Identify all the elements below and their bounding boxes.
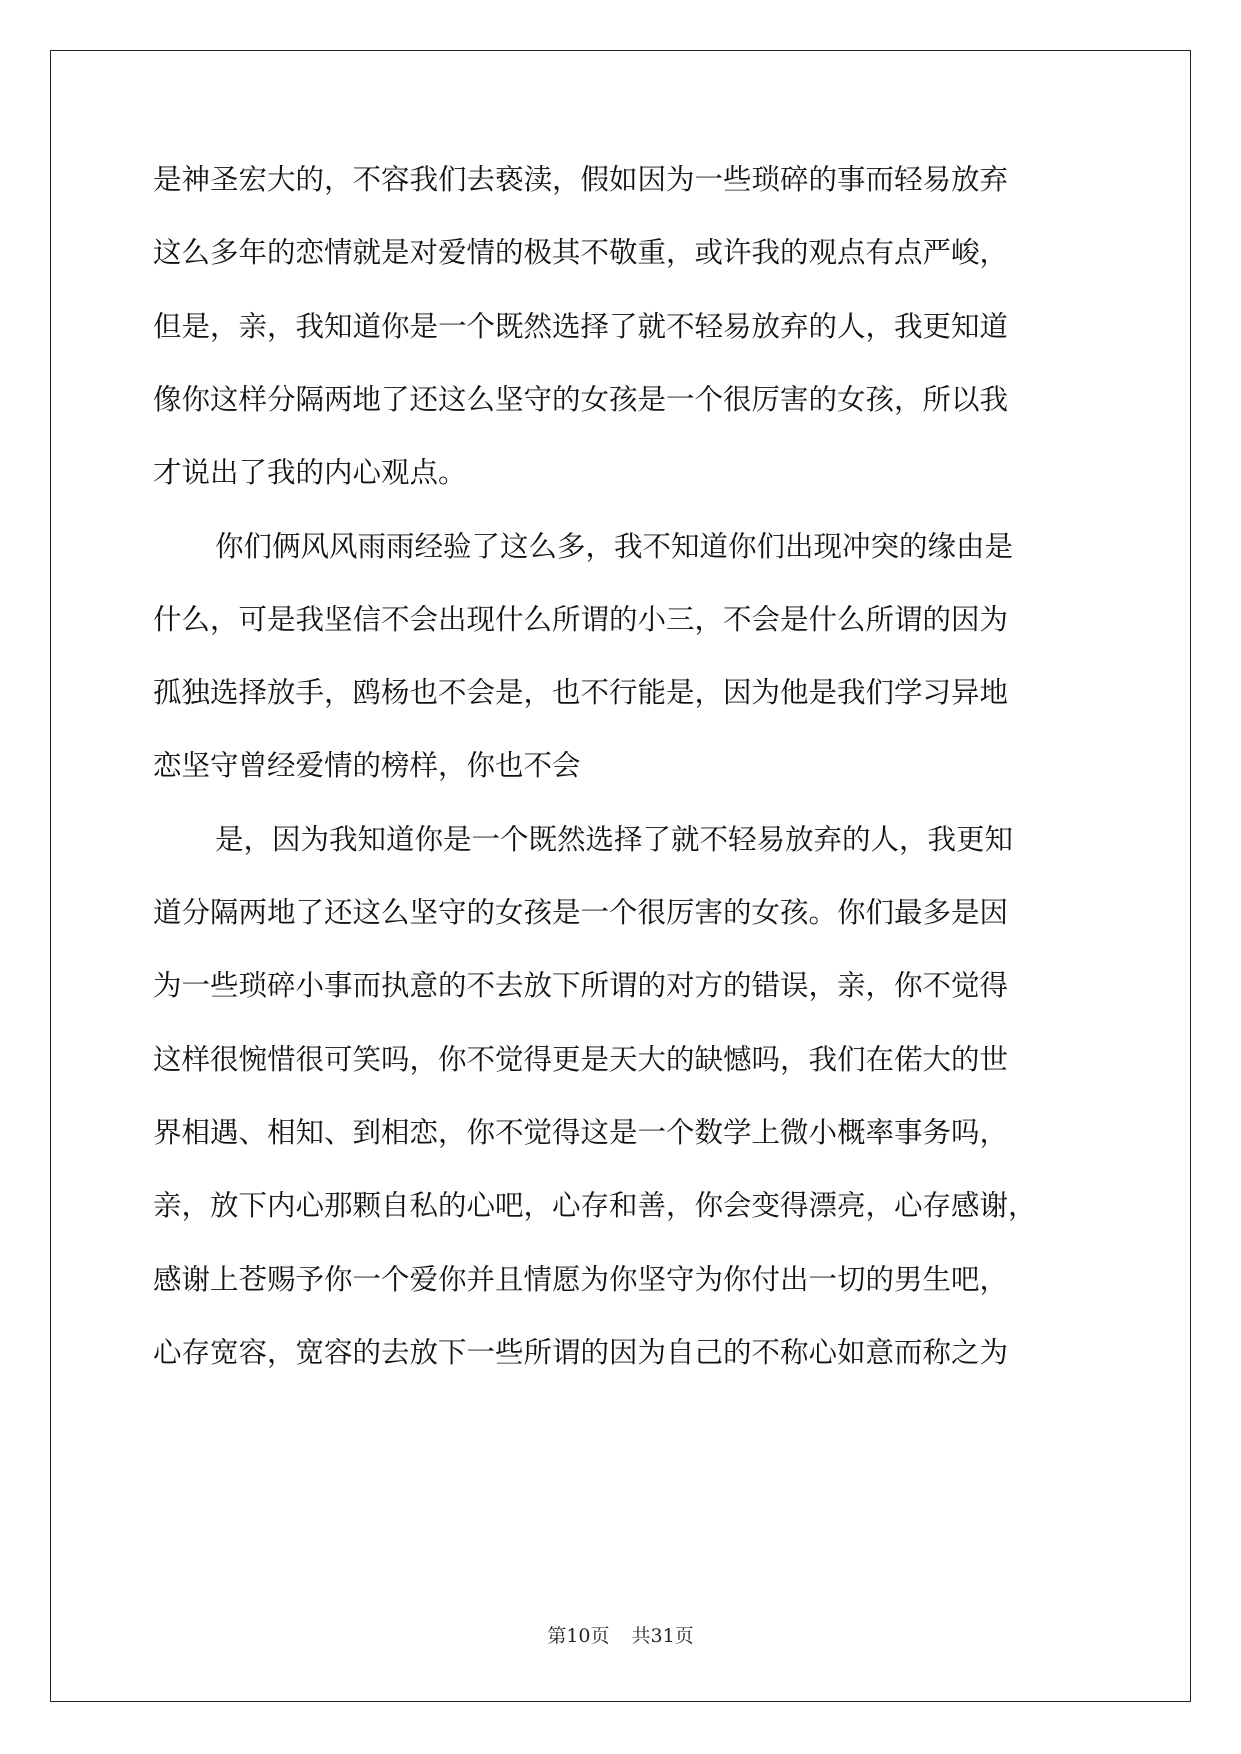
text-line: 是，因为我知道你是一个既然选择了就不轻易放弃的人，我更知 [215, 822, 1014, 856]
text-line: 界相遇、相知、到相恋，你不觉得这是一个数学上微小概率事务吗， [153, 1115, 1009, 1149]
text-line: 你们俩风风雨雨经验了这么多，我不知道你们出现冲突的缘由是 [215, 529, 1014, 563]
text-line: 这样很惋惜很可笑吗，你不觉得更是天大的缺憾吗，我们在偌大的世 [153, 1042, 1009, 1076]
text-line: 为一些琐碎小事而执意的不去放下所谓的对方的错误，亲，你不觉得 [153, 969, 1009, 1003]
text-line: 但是，亲，我知道你是一个既然选择了就不轻易放弃的人，我更知道 [153, 309, 1009, 343]
total-pages-label: 共31页 [631, 1625, 694, 1647]
text-line: 像你这样分隔两地了还这么坚守的女孩是一个很厉害的女孩，所以我 [153, 382, 1009, 416]
page-frame [50, 50, 1191, 1702]
text-line: 才说出了我的内心观点。 [153, 456, 467, 490]
current-page-label: 第10页 [547, 1625, 610, 1647]
text-line: 这么多年的恋情就是对爱情的极其不敬重，或许我的观点有点严峻， [153, 236, 1009, 270]
text-line: 心存宽容，宽容的去放下一些所谓的因为自己的不称心如意而称之为 [153, 1335, 1009, 1369]
text-line: 孤独选择放手，鸥杨也不会是，也不行能是，因为他是我们学习异地 [153, 676, 1009, 710]
text-line: 感谢上苍赐予你一个爱你并且情愿为你坚守为你付出一切的男生吧， [153, 1262, 1009, 1296]
page-footer [0, 1621, 1241, 1648]
text-line: 是神圣宏大的，不容我们去亵渎，假如因为一些琐碎的事而轻易放弃 [153, 163, 1009, 196]
text-line: 亲，放下内心那颗自私的心吧，心存和善，你会变得漂亮，心存感谢， [153, 1189, 1037, 1223]
text-line: 什么，可是我坚信不会出现什么所谓的小三，不会是什么所谓的因为 [153, 602, 1009, 636]
text-line: 道分隔两地了还这么坚守的女孩是一个很厉害的女孩。你们最多是因 [153, 896, 1009, 929]
text-line: 恋坚守曾经爱情的榜样，你也不会 [153, 749, 581, 783]
